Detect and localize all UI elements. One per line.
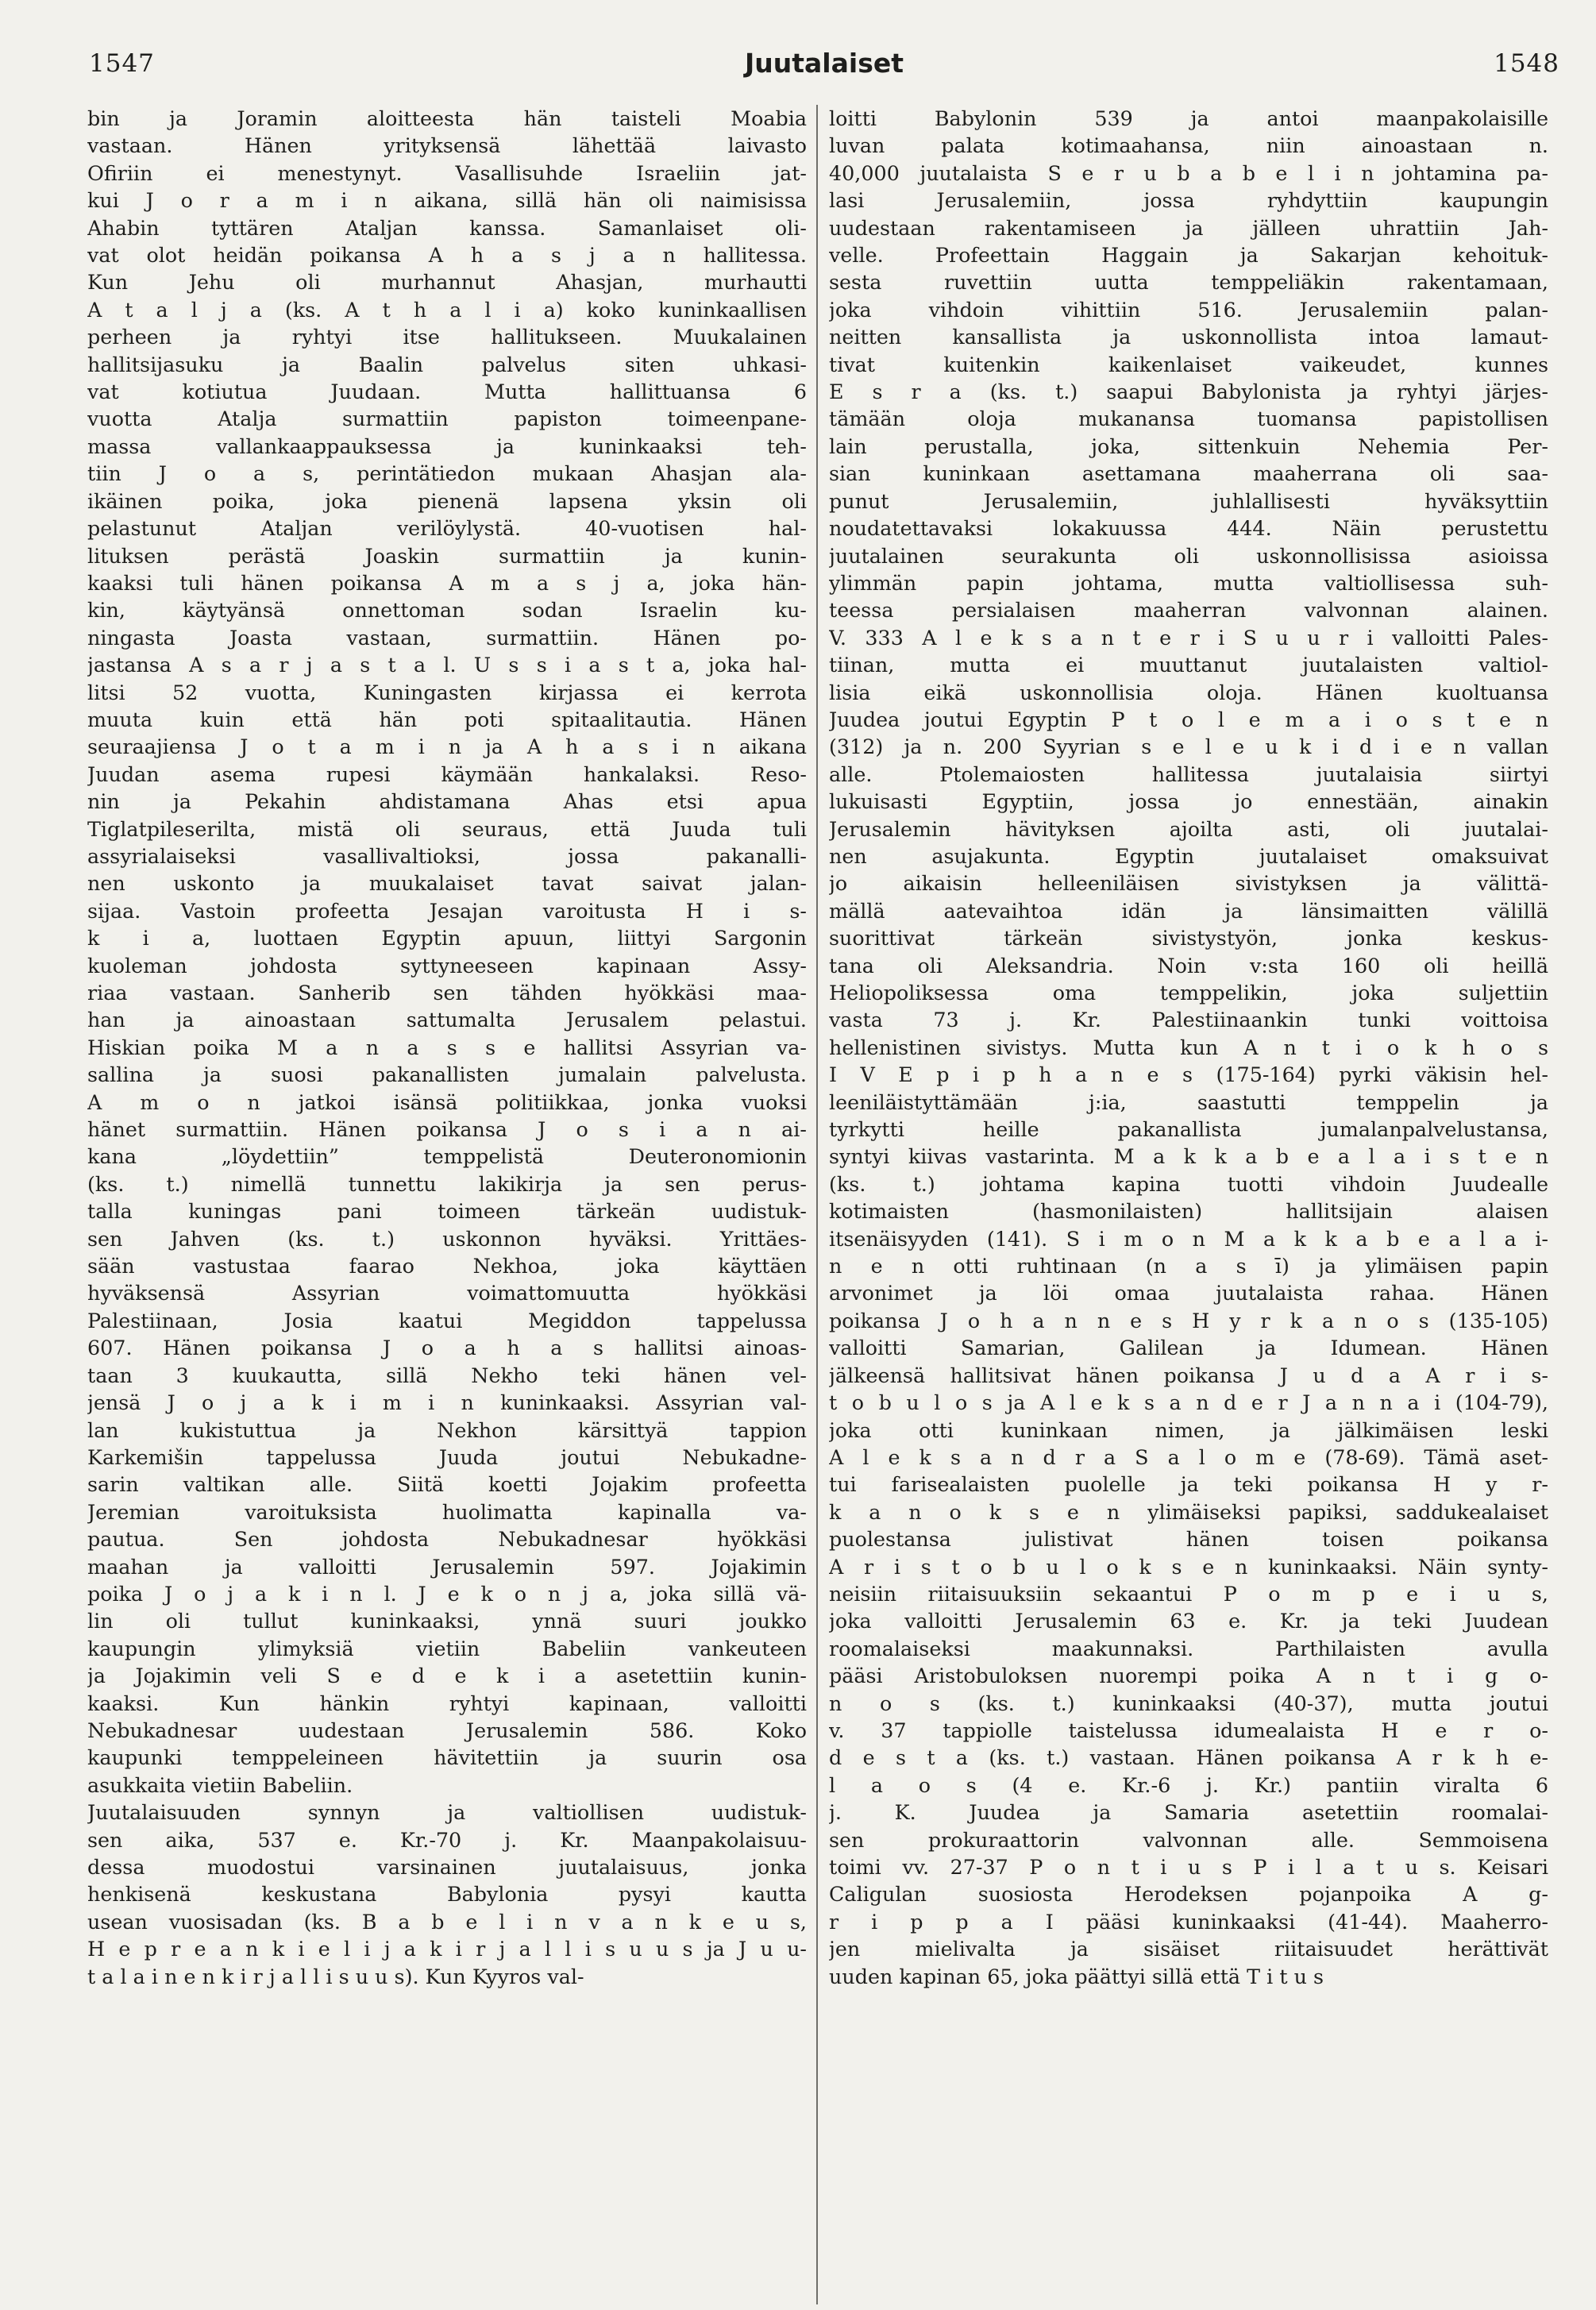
text-line: jastansa A s a r j a s t a l. U s s i a s t a, joka hal- <box>87 653 807 677</box>
text-line: maahan ja valloitti Jerusalemin 597. Jojakimin <box>87 1554 807 1579</box>
text-line: Jeremian varoituksista huolimatta kapinalla va- <box>87 1499 807 1524</box>
page-header <box>89 49 1559 89</box>
text-line: ylimmän papin johtama, mutta valtiollisessa suh- <box>829 570 1548 595</box>
text-line: nen asujakunta. Egyptin juutalaiset omaksuivat <box>829 843 1548 868</box>
text-line: loitti Babylonin 539 ja antoi maanpakolaisille <box>829 106 1548 130</box>
text-line: Juudan asema rupesi käymään hankalaksi. Reso- <box>87 762 807 786</box>
text-line: n e n otti ruhtinaan (n a s ī) ja ylimäisen papin <box>829 1254 1548 1278</box>
text-line: bin ja Joramin aloitteesta hän taisteli Moabia <box>87 106 807 130</box>
text-line: muuta kuin että hän poti spitaalitautia. Hänen <box>87 707 807 731</box>
text-line: hellenistinen sivistys. Mutta kun A n t i o k h o s <box>829 1035 1548 1059</box>
text-line: A l e k s a n d r a S a l o m e (78-69). Tämä aset- <box>829 1444 1548 1469</box>
text-line: A t a l j a (ks. A t h a l i a) koko kuninkaallisen <box>87 297 807 322</box>
text-line: kaaksi tuli hänen poikansa A m a s j a, joka hän- <box>87 570 807 595</box>
text-line: lukuisasti Egyptiin, jossa jo ennestään, ainakin <box>829 789 1548 814</box>
text-line: lituksen perästä Joaskin surmattiin ja kunin- <box>87 543 807 568</box>
text-line: seuraajiensa J o t a m i n ja A h a s i n aikana <box>87 735 807 759</box>
text-line: V. 333 A l e k s a n t e r i S u u r i valloitti Pales- <box>829 625 1548 650</box>
text-line: joka vihdoin vihittiin 516. Jerusalemiin palan- <box>829 297 1548 322</box>
text-line: itsenäisyyden (141). S i m o n M a k k a b e a l a i- <box>829 1226 1548 1251</box>
text-line: kaupunki temppeleineen hävitettiin ja suurin osa <box>87 1745 807 1770</box>
text-line: kaupungin ylimyksiä vietiin Babeliin vankeuteen <box>87 1636 807 1660</box>
text-line: Juutalaisuuden synnyn ja valtiollisen uudistuk- <box>87 1800 807 1825</box>
text-line: Tiglatpileserilta, mistä oli seuraus, että Juuda tuli <box>87 816 807 841</box>
text-line: hänet surmattiin. Hänen poikansa J o s i a n ai- <box>87 1117 807 1142</box>
text-line: arvonimet ja löi omaa juutalaista rahaa. Hänen <box>829 1281 1548 1305</box>
text-line: Jerusalemin hävityksen ajoilta asti, oli juutalai- <box>829 816 1548 841</box>
text-line: Nebukadnesar uudestaan Jerusalemin 586. Koko <box>87 1718 807 1742</box>
text-line: tämään oloja mukanansa tuomansa papistollisen <box>829 407 1548 431</box>
text-line: tui farisealaisten puolelle ja teki poikansa H y r- <box>829 1472 1548 1497</box>
text-line: (ks. t.) johtama kapina tuotti vihdoin Juudealle <box>829 1171 1548 1196</box>
text-line: taan 3 kuukautta, sillä Nekho teki hänen vel- <box>87 1363 807 1387</box>
text-line: neisiin riitaisuuksiin sekaantui P o m p e i u s, <box>829 1581 1548 1606</box>
right-text-column <box>829 105 1548 1990</box>
text-line: lin oli tullut kuninkaaksi, ynnä suuri joukko <box>87 1609 807 1633</box>
text-line: Caligulan suosiosta Herodeksen pojanpoika A g- <box>829 1882 1548 1907</box>
text-line: assyrialaiseksi vasallivaltioksi, jossa pakanalli- <box>87 843 807 868</box>
text-line: poika J o j a k i n l. J e k o n j a, joka sillä vä- <box>87 1581 807 1606</box>
text-line: sen Jahven (ks. t.) uskonnon hyväksi. Yrittäes- <box>87 1226 807 1251</box>
text-line: neitten kansallista ja uskonnollista intoa lamaut- <box>829 325 1548 349</box>
text-line: r i p p a I pääsi kuninkaaksi (41-44). Maaherro- <box>829 1909 1548 1934</box>
text-line: kana „löydettiin” temppelistä Deuteronomionin <box>87 1144 807 1169</box>
text-line: massa vallankaappauksessa ja kuninkaaksi teh- <box>87 434 807 458</box>
text-line: noudatettavaksi lokakuussa 444. Näin perustettu <box>829 516 1548 541</box>
text-line: sesta ruvettiin uutta temppeliäkin rakentamaan, <box>829 270 1548 295</box>
text-line: Hiskian poika M a n a s s e hallitsi Assyrian va- <box>87 1035 807 1059</box>
text-line: lisia eikä uskonnollisia oloja. Hänen kuoltuansa <box>829 680 1548 704</box>
text-line: toimi vv. 27-37 P o n t i u s P i l a t u s. Keisari <box>829 1855 1548 1879</box>
text-line: nin ja Pekahin ahdistamana Ahas etsi apua <box>87 789 807 814</box>
text-line: v. 37 tappiolle taistelussa idumealaista H e r o- <box>829 1718 1548 1742</box>
text-line: H e p r e a n k i e l i j a k i r j a l l i s u u s ja J u u- <box>87 1937 807 1961</box>
text-line: sään vastustaa faarao Nekhoa, joka käyttäen <box>87 1254 807 1278</box>
text-line: lan kukistuttua ja Nekhon kärsittyä tappion <box>87 1417 807 1442</box>
text-line: jen mielivalta ja sisäiset riitaisuudet herättivät <box>829 1937 1548 1961</box>
text-line: (312) ja n. 200 Syyrian s e l e u k i d i e n vallan <box>829 735 1548 759</box>
text-line: dessa muodostui varsinainen juutalaisuus, jonka <box>87 1855 807 1879</box>
text-line: vasta 73 j. Kr. Palestiinaankin tunki voittoisa <box>829 1008 1548 1032</box>
text-line: 607. Hänen poikansa J o a h a s hallitsi ainoas- <box>87 1336 807 1360</box>
text-line: perheen ja ryhtyi itse hallitukseen. Muukalainen <box>87 325 807 349</box>
text-line: l a o s (4 e. Kr.-6 j. Kr.) pantiin viralta 6 <box>829 1772 1548 1797</box>
text-line: talla kuningas pani toimeen tärkeän uudistuk- <box>87 1199 807 1224</box>
text-line: alle. Ptolemaiosten hallitessa juutalaisia siirtyi <box>829 762 1548 786</box>
page-number-right: 1548 <box>1494 49 1559 78</box>
text-line: sijaa. Vastoin profeetta Jesajan varoitusta H i s- <box>87 898 807 923</box>
text-line: t o b u l o s ja A l e k s a n d e r J a n n a i (104-79), <box>829 1390 1548 1415</box>
text-line: uudestaan rakentamiseen ja jälleen uhrattiin Jah- <box>829 215 1548 240</box>
text-line: tivat kuitenkin kaikenlaiset vaikeudet, kunnes <box>829 352 1548 376</box>
text-line: asukkaita vietiin Babeliin. <box>87 1772 353 1797</box>
text-line: E s r a (ks. t.) saapui Babylonista ja ryhtyi järjes- <box>829 380 1548 404</box>
text-line: pautua. Sen johdosta Nebukadnesar hyökkäsi <box>87 1527 807 1552</box>
text-line: leeniläistyttämään j:ia, saastutti temppelin ja <box>829 1089 1548 1114</box>
text-line: puolestansa julistivat hänen toisen poikansa <box>829 1527 1548 1552</box>
text-line: litsi 52 vuotta, Kuningasten kirjassa ei kerrota <box>87 680 807 704</box>
text-line: 40,000 juutalaista S e r u b a b e l i n johtamina pa- <box>829 160 1548 185</box>
text-line: hallitsijasuku ja Baalin palvelus siten uhkasi- <box>87 352 807 376</box>
text-line: tyrkytti heille pakanallista jumalanpalvelustansa, <box>829 1117 1548 1142</box>
text-line: jo aikaisin helleeniläisen sivistyksen ja välittä- <box>829 871 1548 896</box>
text-line: riaa vastaan. Sanherib sen tähden hyökkäsi maa- <box>87 981 807 1005</box>
text-line: Heliopoliksessa oma temppelikin, joka suljettiin <box>829 981 1548 1005</box>
text-line: sian kuninkaan asettamana maaherrana oli saa- <box>829 461 1548 486</box>
text-line: vat kotiutua Juudaan. Mutta hallittuansa 6 <box>87 380 807 404</box>
text-line: kotimaisten (hasmonilaisten) hallitsijain alaisen <box>829 1199 1548 1224</box>
text-line: j. K. Juudea ja Samaria asetettiin roomalai- <box>829 1800 1548 1825</box>
text-line: lasi Jerusalemiin, jossa ryhdyttiin kaupungin <box>829 188 1548 213</box>
text-line: poikansa J o h a n n e s H y r k a n o s (135-105) <box>829 1308 1548 1332</box>
text-line: vuotta Atalja surmattiin papiston toimeenpane- <box>87 407 807 431</box>
text-line: k i a, luottaen Egyptin apuun, liittyi Sargonin <box>87 926 807 951</box>
text-line: tiin J o a s, perintätiedon mukaan Ahasjan ala- <box>87 461 807 486</box>
text-line: roomalaiseksi maakunnaksi. Parthilaisten avulla <box>829 1636 1548 1660</box>
text-line: teessa persialaisen maaherran valvonnan alainen. <box>829 598 1548 623</box>
text-line: suorittivat tärkeän sivistystyön, jonka keskus- <box>829 926 1548 951</box>
text-line: punut Jerusalemiin, juhlallisesti hyväksyttiin <box>829 488 1548 513</box>
text-line: valloitti Samarian, Galilean ja Idumean. Hänen <box>829 1336 1548 1360</box>
text-line: Ahabin tyttären Ataljan kanssa. Samanlaiset oli- <box>87 215 807 240</box>
page-number-left: 1547 <box>89 49 155 78</box>
text-line: juutalainen seurakunta oli uskonnollisissa asioissa <box>829 543 1548 568</box>
text-line: mällä aatevaihtoa idän ja länsimaitten välillä <box>829 898 1548 923</box>
text-line: velle. Profeettain Haggain ja Sakarjan kehoituk- <box>829 243 1548 268</box>
text-line: henkisenä keskustana Babylonia pysyi kautta <box>87 1882 807 1907</box>
text-line: uuden kapinan 65, joka päättyi sillä että T i t u s <box>829 1964 1324 1988</box>
text-line: kin, käytyänsä onnettoman sodan Israelin ku- <box>87 598 807 623</box>
column-divider <box>816 105 818 2304</box>
text-line: sen aika, 537 e. Kr.-70 j. Kr. Maanpakolaisuu- <box>87 1827 807 1852</box>
text-line: ikäinen poika, joka pienenä lapsena yksin oli <box>87 488 807 513</box>
text-line: pelastunut Ataljan verilöylystä. 40-vuotisen hal- <box>87 516 807 541</box>
text-line: sallina ja suosi pakanallisten jumalain palvelusta. <box>87 1062 807 1087</box>
text-line: han ja ainoastaan sattumalta Jerusalem pelastui. <box>87 1008 807 1032</box>
text-line: sen prokuraattorin valvonnan alle. Semmoisena <box>829 1827 1548 1852</box>
text-line: kui J o r a m i n aikana, sillä hän oli naimisissa <box>87 188 807 213</box>
text-line: sarin valtikan alle. Siitä koetti Jojakim profeetta <box>87 1472 807 1497</box>
text-line: A m o n jatkoi isänsä politiikkaa, jonka vuoksi <box>87 1089 807 1114</box>
text-line: (ks. t.) nimellä tunnettu lakikirja ja sen perus- <box>87 1171 807 1196</box>
text-line: kuoleman johdosta syttyneeseen kapinaan Assy- <box>87 953 807 978</box>
text-line: n o s (ks. t.) kuninkaaksi (40-37), mutta joutui <box>829 1691 1548 1715</box>
text-line: syntyi kiivas vastarinta. M a k k a b e a l a i s t e n <box>829 1144 1548 1169</box>
running-title: Juutalaiset <box>745 48 904 79</box>
text-line: Palestiinaan, Josia kaatui Megiddon tappelussa <box>87 1308 807 1332</box>
text-line: Kun Jehu oli murhannut Ahasjan, murhautti <box>87 270 807 295</box>
text-line: vastaan. Hänen yrityksensä lähettää laivasto <box>87 133 807 158</box>
text-line: jensä J o j a k i m i n kuninkaaksi. Assyrian val- <box>87 1390 807 1415</box>
text-line: Karkemišin tappelussa Juuda joutui Nebukadne- <box>87 1444 807 1469</box>
text-line: tana oli Aleksandria. Noin v:sta 160 oli heillä <box>829 953 1548 978</box>
text-line: ja Jojakimin veli S e d e k i a asetettiin kunin- <box>87 1664 807 1688</box>
text-line: t a l a i n e n k i r j a l l i s u u s). Kun Kyyros val- <box>87 1964 584 1988</box>
text-line: vat olot heidän poikansa A h a s j a n hallitessa. <box>87 243 807 268</box>
text-line: joka otti kuninkaan nimen, ja jälkimäisen leski <box>829 1417 1548 1442</box>
text-line: tiinan, mutta ei muuttanut juutalaisten valtiol- <box>829 653 1548 677</box>
text-line: ningasta Joasta vastaan, surmattiin. Hänen po- <box>87 625 807 650</box>
left-text-column <box>87 105 807 1990</box>
text-line: I V E p i p h a n e s (175-164) pyrki väkisin hel- <box>829 1062 1548 1087</box>
text-line: nen uskonto ja muukalaiset tavat saivat jalan- <box>87 871 807 896</box>
text-line: pääsi Aristobuloksen nuorempi poika A n t i g o- <box>829 1664 1548 1688</box>
text-line: lain perustalla, joka, sittenkuin Nehemia Per- <box>829 434 1548 458</box>
text-line: d e s t a (ks. t.) vastaan. Hänen poikansa A r k h e- <box>829 1745 1548 1770</box>
text-line: kaaksi. Kun hänkin ryhtyi kapinaan, valloitti <box>87 1691 807 1715</box>
text-line: luvan palata kotimaahansa, niin ainoastaan n. <box>829 133 1548 158</box>
text-line: Juudea joutui Egyptin P t o l e m a i o s t e n <box>829 707 1548 731</box>
text-line: A r i s t o b u l o k s e n kuninkaaksi. Näin synty- <box>829 1554 1548 1579</box>
text-line: usean vuosisadan (ks. B a b e l i n v a n k e u s, <box>87 1909 807 1934</box>
text-line: Ofiriin ei menestynyt. Vasallisuhde Israeliin jat- <box>87 160 807 185</box>
text-line: k a n o k s e n ylimäiseksi papiksi, saddukealaiset <box>829 1499 1548 1524</box>
text-line: jälkeensä hallitsivat hänen poikansa J u d a A r i s- <box>829 1363 1548 1387</box>
text-line: hyväksensä Assyrian voimattomuutta hyökkäsi <box>87 1281 807 1305</box>
text-line: joka valloitti Jerusalemin 63 e. Kr. ja teki Juudean <box>829 1609 1548 1633</box>
